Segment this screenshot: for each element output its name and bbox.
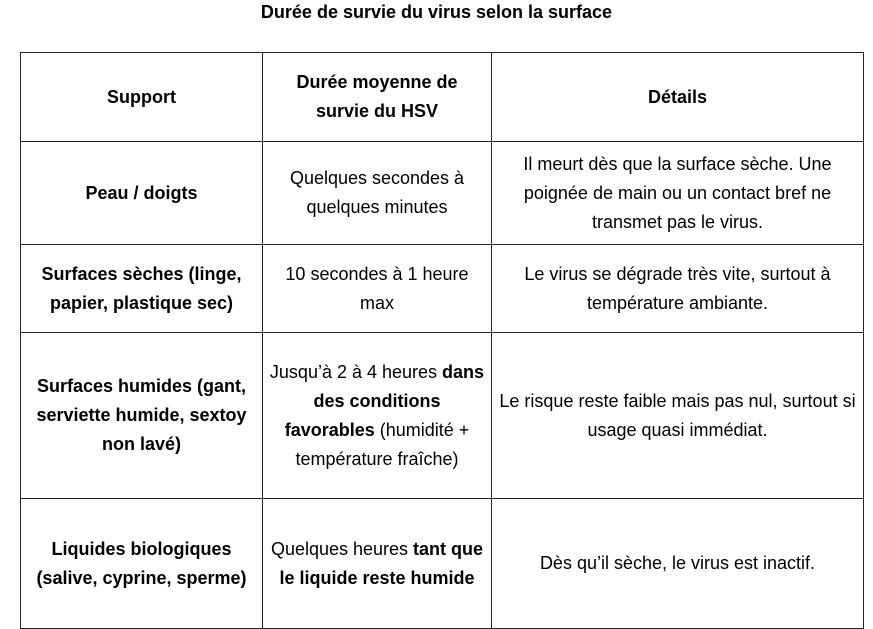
duree-segment-bold: dans des conditions favorables (284, 361, 485, 440)
cell-duree (263, 499, 492, 629)
cell-support: Liquides biologiques (salive, cyprine, sperme) (21, 499, 263, 629)
duree-segment: Jusqu’à 2 à 4 heures (269, 361, 443, 382)
cell-support: Peau / doigts (21, 142, 263, 245)
header-details: Détails (492, 53, 864, 142)
table-row (21, 333, 864, 499)
table-row (21, 245, 864, 333)
cell-support: Surfaces humides (gant, serviette humide, sextoy non lavé) (21, 333, 263, 499)
page-title: Durée de survie du virus selon la surface (260, 2, 613, 22)
survival-table (20, 52, 864, 629)
table-row (21, 142, 864, 245)
header-duree: Durée moyenne de survie du HSV (263, 53, 492, 142)
cell-details: Il meurt dès que la surface sèche. Une poignée de main ou un contact bref ne transmet pas le virus. (492, 142, 864, 245)
cell-duree (263, 245, 492, 333)
table-row (21, 499, 864, 629)
header-support: Support (21, 53, 263, 142)
cell-duree (263, 333, 492, 499)
duree-segment: 10 secondes à 1 heure max (285, 263, 469, 313)
cell-details: Le risque reste faible mais pas nul, surtout si usage quasi immédiat. (492, 333, 864, 499)
cell-details: Le virus se dégrade très vite, surtout à température ambiante. (492, 245, 864, 333)
cell-duree (263, 142, 492, 245)
cell-details: Dès qu’il sèche, le virus est inactif. (492, 499, 864, 629)
duree-segment: (humidité + température fraîche) (295, 419, 470, 469)
duree-segment: Quelques heures (270, 538, 414, 559)
duree-segment-bold: tant que le liquide reste humide (279, 538, 484, 588)
duree-segment: Quelques secondes à quelques minutes (289, 168, 465, 217)
cell-support: Surfaces sèches (linge, papier, plastique sec) (21, 245, 263, 333)
table-header-row (21, 53, 864, 142)
